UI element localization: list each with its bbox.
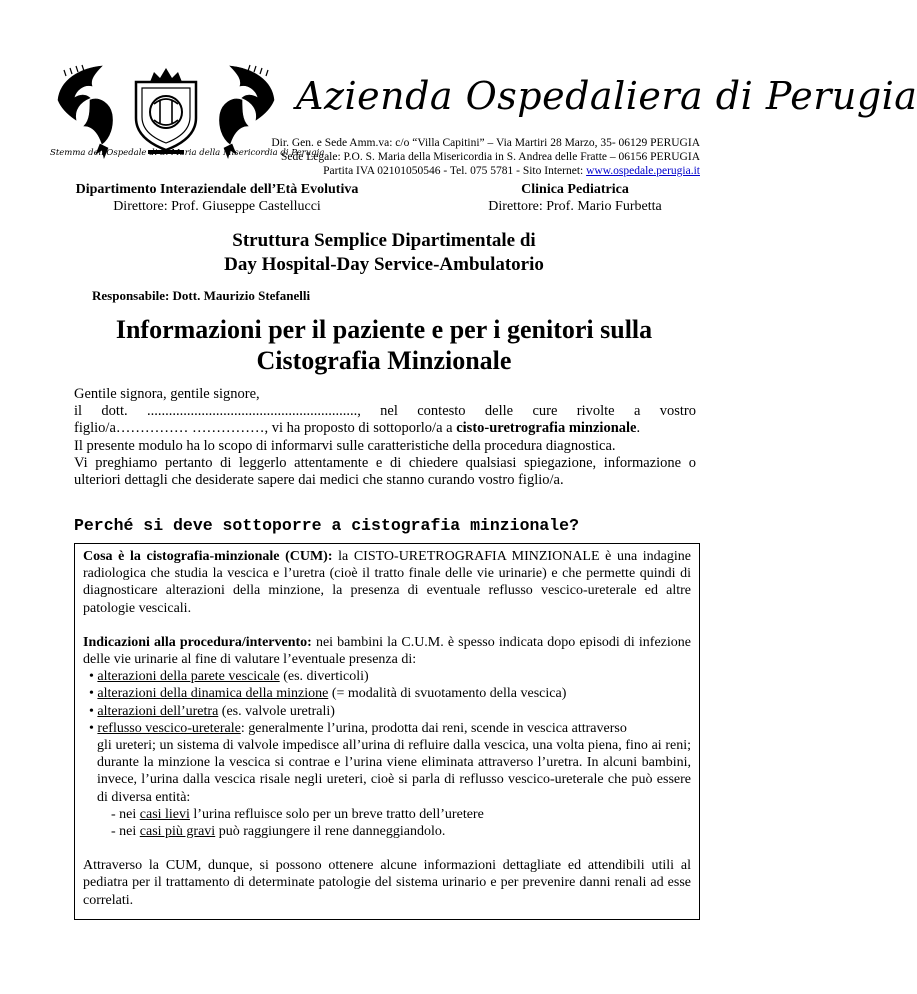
address-line-3 bbox=[323, 165, 700, 177]
structure-title-line1: Struttura Semplice Dipartimentale di bbox=[232, 230, 536, 251]
greeting: Gentile signora, gentile signore, bbox=[74, 386, 260, 402]
department-right bbox=[450, 181, 700, 215]
list-item: • alterazioni dell’uretra (es. valvole uretrali) bbox=[89, 703, 335, 719]
list-item: • reflusso vescico-ureterale: generalmente l’urina, prodotta dai reni, scende in vescica attraverso bbox=[89, 720, 627, 736]
reflux-explanation: gli ureteri; un sistema di valvole impedisce all’urina di refluire dalla vescica, una volta piena, fino ai reni; durante la minzione la vescica si contrae e l’urina viene eliminata attraverso l’uretra. In alcuni bambini, invece, l’urina dalla vescica risale negli ureteri, cioè si parla di reflusso vescico-ureterale che può essere di diversa entità: bbox=[97, 738, 691, 805]
sub-list-item: - nei casi lievi l’urina refluisce solo per un breve tratto dell’uretere bbox=[111, 806, 484, 822]
website-link[interactable]: www.ospedale.perugia.it bbox=[586, 165, 700, 177]
sub-list-item: - nei casi più gravi può raggiungere il rene danneggiandolo. bbox=[111, 824, 446, 840]
department-director: Direttore: Prof. Giuseppe Castellucci bbox=[113, 199, 321, 214]
structure-title-line2: Day Hospital-Day Service-Ambulatorio bbox=[224, 254, 544, 275]
responsible-person: Responsabile: Dott. Maurizio Stefanelli bbox=[92, 288, 311, 303]
clinic-name: Clinica Pediatrica bbox=[521, 182, 629, 197]
address-line-2: Sede Legale: P.O. S. Maria della Misericordia in S. Andrea delle Fratte – 06156 PERUGIA bbox=[280, 151, 700, 163]
clinic-director: Direttore: Prof. Mario Furbetta bbox=[488, 199, 662, 214]
request-line: Vi preghiamo pertanto di leggerlo attentamente e di chiedere qualsiasi spiegazione, informazione o ulteriori dettagli che desiderate sapere dai medici che stanno curando vostro figlio/a. bbox=[74, 454, 696, 489]
procedure-name: cisto-uretrografia minzionale bbox=[456, 420, 637, 437]
vat-phone-text: Partita IVA 02101050546 - Tel. 075 5781 - Sito Internet: bbox=[323, 165, 587, 177]
department-name: Dipartimento Interaziendale dell’Età Evolutiva bbox=[75, 182, 359, 197]
structure-title bbox=[0, 229, 768, 277]
address-line-1: Dir. Gen. e Sede Amm.va: c/o “Villa Capitini” – Via Martiri 28 Marzo, 35- 06129 PERUGIA bbox=[271, 137, 700, 149]
proposal-end: . bbox=[636, 420, 641, 437]
doctor-line: il dott. .........................................................., nel contesto delle cure rivolte a vostro bbox=[74, 403, 696, 420]
crest-caption: Stemma dell'Ospedale di S. Maria della Misericordia di Perugia bbox=[50, 148, 325, 158]
page-title bbox=[0, 314, 768, 376]
indications-label: Indicazioni alla procedura/intervento: bbox=[83, 634, 312, 650]
info-box bbox=[74, 543, 700, 920]
proposal-text: figlio/a…………… ……………, vi ha proposto di sottoporlo/a a bbox=[74, 420, 457, 437]
page-title-line2: Cistografia Minzionale bbox=[256, 346, 512, 375]
section-heading: Perché si deve sottoporre a cistografia minzionale? bbox=[74, 516, 579, 535]
indications-text: nei bambini la C.U.M. è spesso indicata dopo episodi di infezione delle vie urinarie al fine di valutare l’eventuale presenza di: bbox=[83, 634, 692, 668]
definition-paragraph bbox=[83, 548, 691, 617]
page-title-line1: Informazioni per il paziente e per i genitori sulla bbox=[115, 315, 653, 344]
closing-paragraph: Attraverso la CUM, dunque, si possono ottenere alcune informazioni dettagliate ed attendibili utili al pediatra per il trattamento di determinate patologie del sistema urinario e per prevenire danni renali ad esse correlati. bbox=[83, 858, 691, 908]
definition-label: Cosa è la cistografia-minzionale (CUM): bbox=[83, 549, 333, 564]
list-item: • alterazioni della parete vescicale (es. diverticoli) bbox=[89, 669, 369, 685]
department-left bbox=[72, 181, 362, 215]
purpose-line: Il presente modulo ha lo scopo di informarvi sulle caratteristiche della procedura diagnostica. bbox=[74, 437, 616, 454]
indications-paragraph bbox=[83, 634, 691, 668]
list-item: • alterazioni della dinamica della minzione (= modalità di svuotamento della vescica) bbox=[89, 686, 567, 702]
proposal-line bbox=[74, 420, 696, 437]
definition-text: la CISTO-URETROGRAFIA MINZIONALE è una indagine radiologica che studia la vescica e l’uretra (cioè il tratto finale delle vie urinarie) e che permette quindi di diagnosticare alterazioni della minzione, la presenza di eventuale reflusso vescico-ureterale ed altre patologie vescicali. bbox=[83, 549, 692, 616]
intro-text bbox=[74, 386, 696, 489]
organization-name: Azienda Ospedaliera di Perugia bbox=[296, 74, 917, 118]
